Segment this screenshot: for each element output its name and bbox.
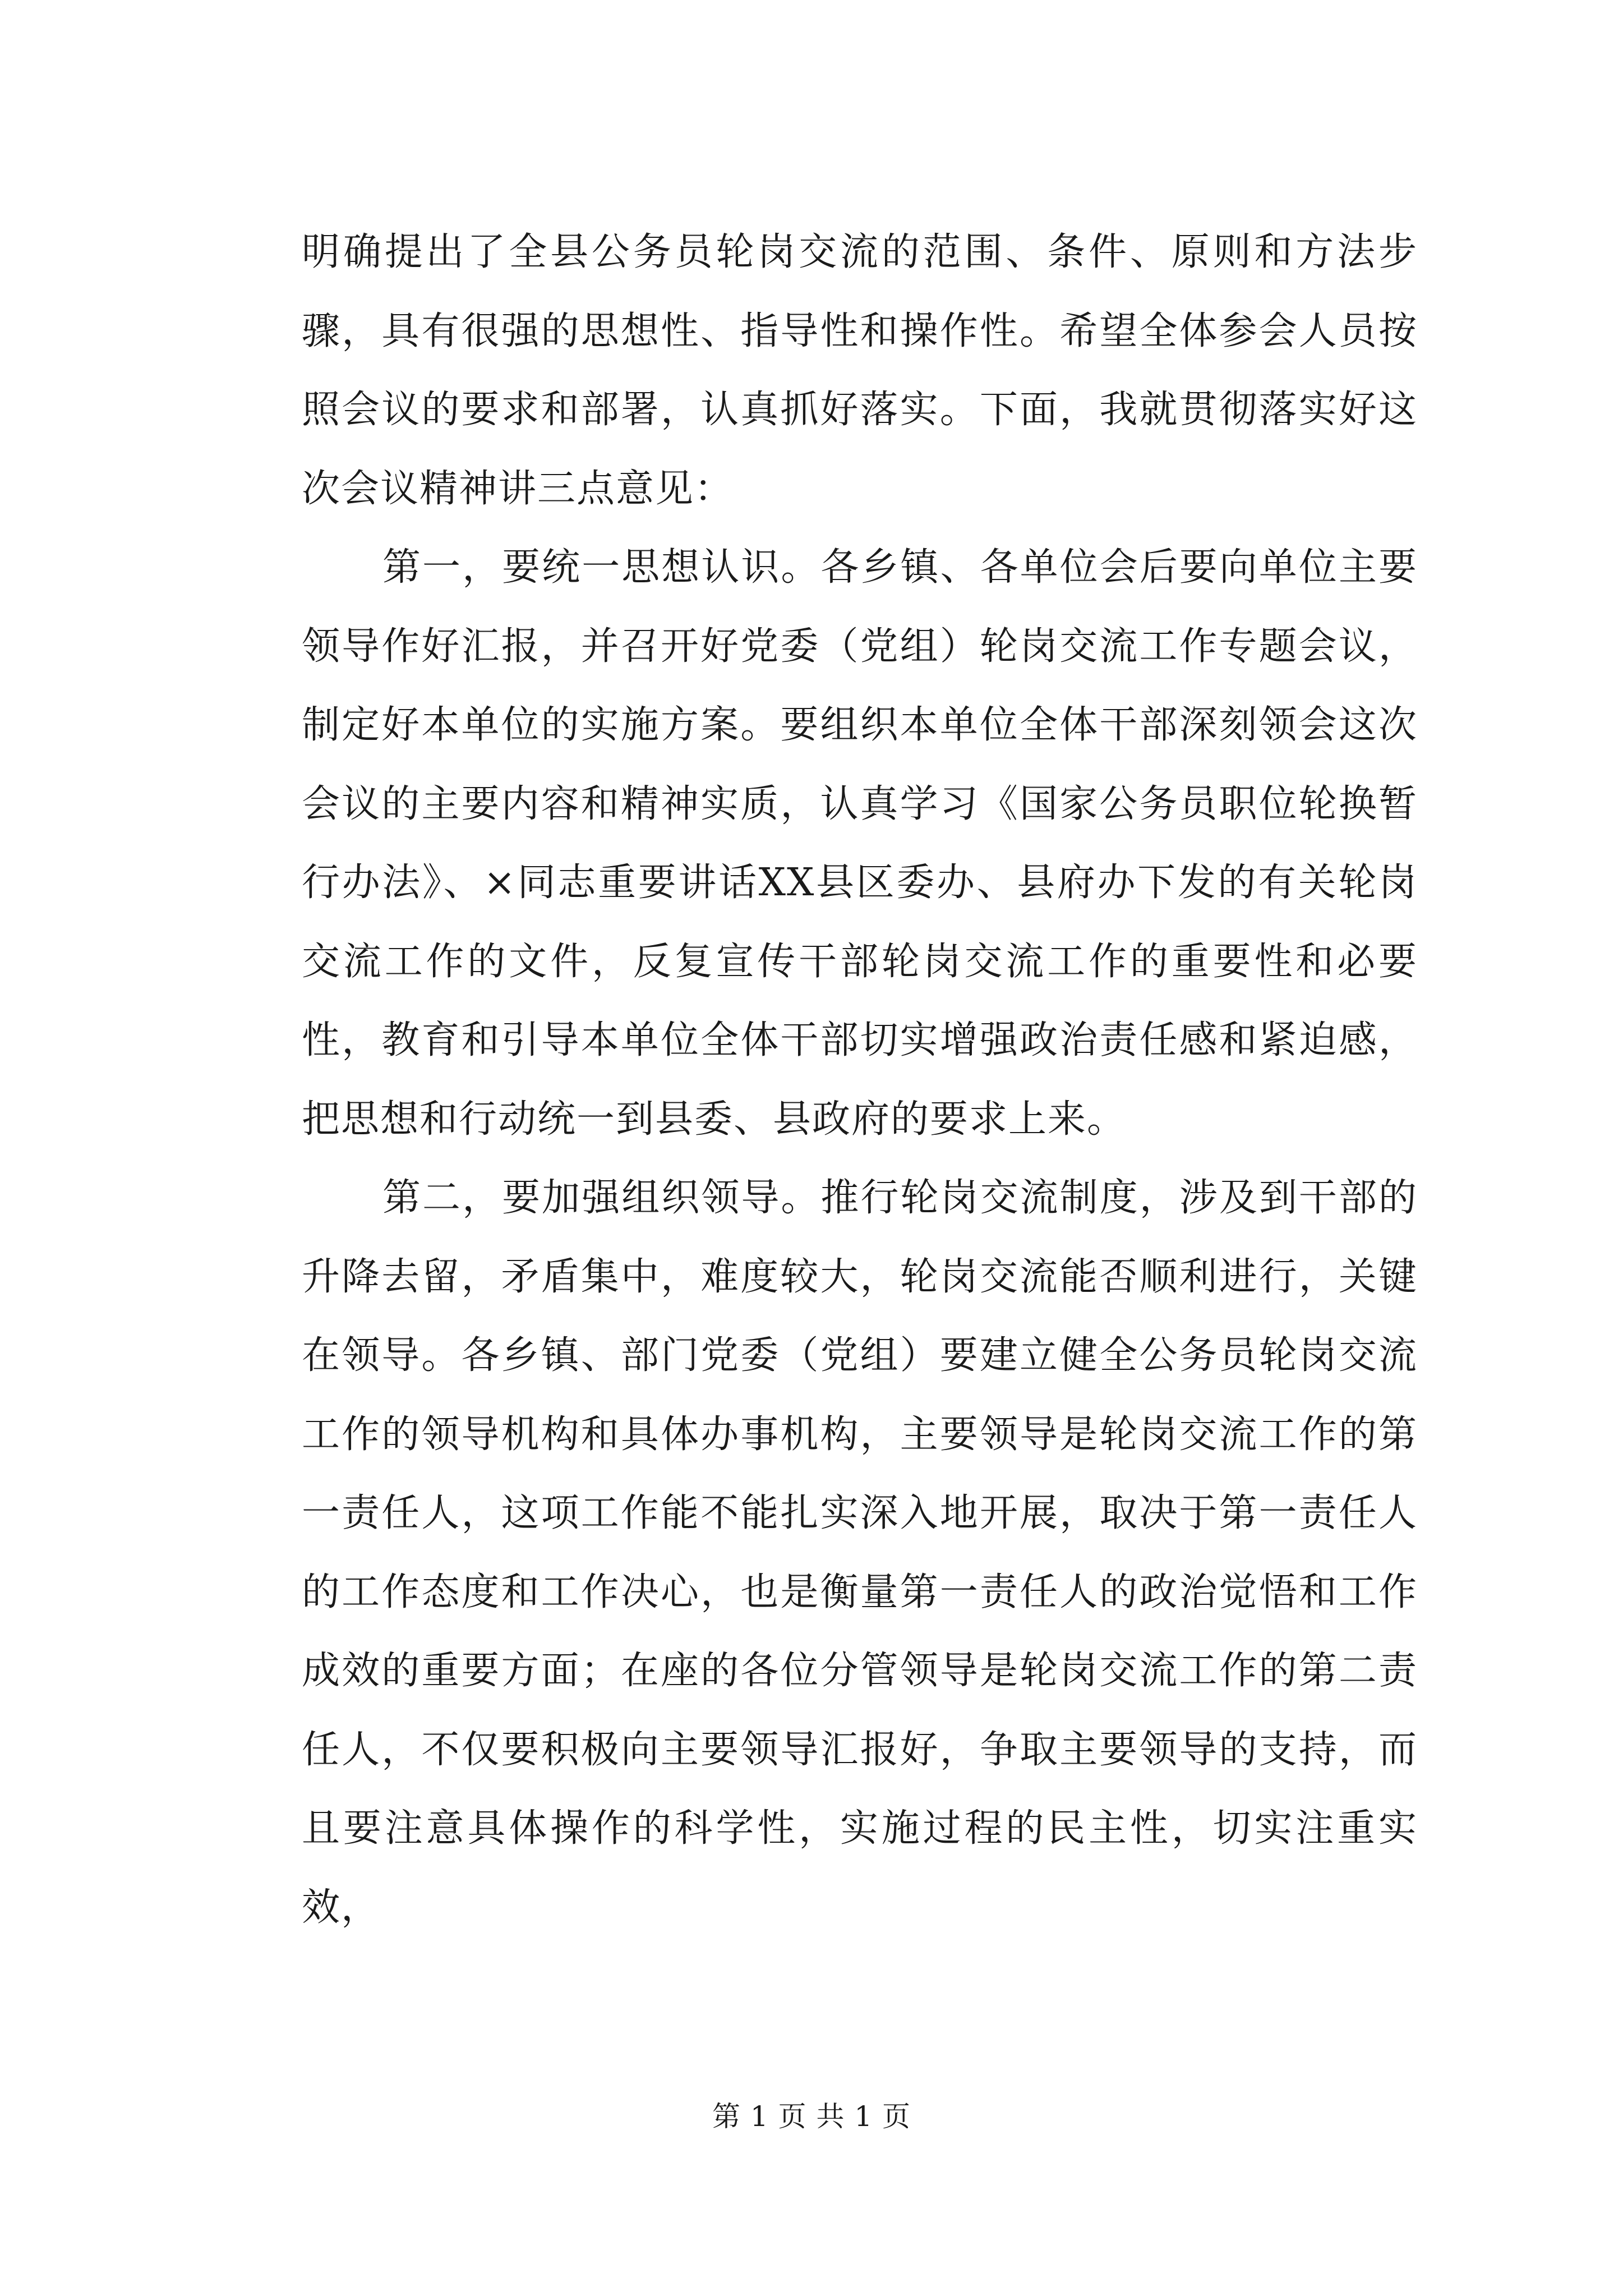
paragraph-continuation: 明确提出了全县公务员轮岗交流的范围、条件、原则和方法步骤，具有很强的思想性、指导性和操作性。希望全体参会人员按照会议的要求和部署，认真抓好落实。下面，我就贯彻落实好这次会议精神讲三点意见： [302,230,1418,511]
page-footer: 第 1 页 共 1 页 [712,2100,911,2133]
document-body [302,213,1418,1947]
paragraph-point-one: 第一，要统一思想认识。各乡镇、各单位会后要向单位主要领导作好汇报，并召开好党委（党组）轮岗交流工作专题会议，制定好本单位的实施方案。要组织本单位全体干部深刻领会这次会议的主要内容和精神实质，认真学习《国家公务员职位轮换暂行办法》、×同志重要讲话XX县区委办、县府办下发的有关轮岗交流工作的文件，反复宣传干部轮岗交流工作的重要性和必要性，教育和引导本单位全体干部切实增强政治责任感和紧迫感，把思想和行动统一到县委、县政府的要求上来。 [302,545,1418,1142]
paragraph-point-two: 第二，要加强组织领导。推行轮岗交流制度，涉及到干部的升降去留，矛盾集中，难度较大，轮岗交流能否顺利进行，关键在领导。各乡镇、部门党委（党组）要建立健全公务员轮岗交流工作的领导机构和具体办事机构，主要领导是轮岗交流工作的第一责任人，这项工作能不能扎实深入地开展，取决于第一责任人的工作态度和工作决心，也是衡量第一责任人的政治觉悟和工作成效的重要方面；在座的各位分管领导是轮岗交流工作的第二责任人，不仅要积极向主要领导汇报好，争取主要领导的支持，而且要注意具体操作的科学性，实施过程的民主性，切实注重实效， [302,1176,1418,1930]
